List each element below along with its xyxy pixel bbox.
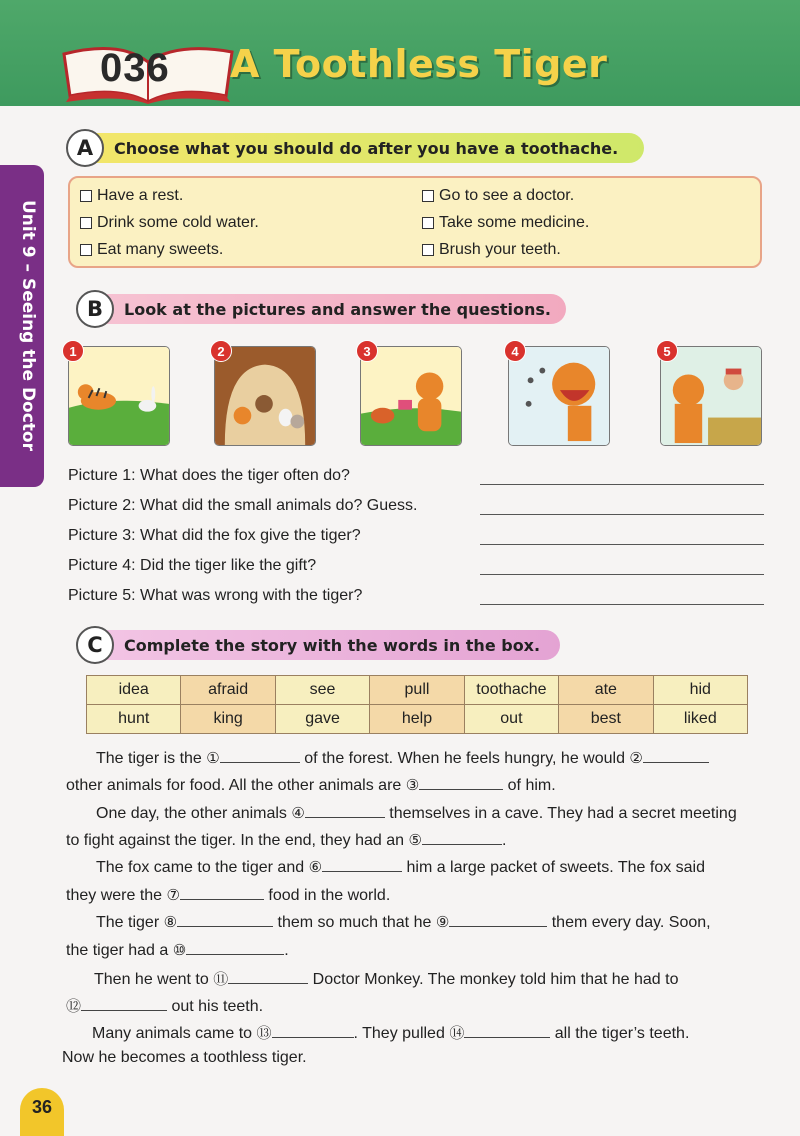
story-line-6: they were the ⑦ food in the world. xyxy=(66,886,391,904)
blank-number: ⑦ xyxy=(166,886,180,904)
story-line-1: The tiger is the ① of the forest. When he feels hungry, he would ② xyxy=(96,749,709,768)
blank-number: ⑩ xyxy=(172,941,187,959)
word-cell: hid xyxy=(653,676,747,705)
story-line-9: Then he went to ⑪ Doctor Monkey. The monkey told him that he had to xyxy=(94,970,679,988)
blank-5[interactable] xyxy=(422,832,502,845)
blank-number: ⑨ xyxy=(435,913,450,931)
word-cell: ate xyxy=(559,676,653,705)
picture-1-number: 1 xyxy=(62,340,84,362)
section-a-banner xyxy=(68,133,644,163)
blank-number: ③ xyxy=(405,776,420,794)
answer-line-1[interactable] xyxy=(480,484,764,485)
word-cell: idea xyxy=(87,676,181,705)
word-cell: pull xyxy=(370,676,464,705)
blank-3[interactable] xyxy=(419,777,503,790)
section-a-instruction: Choose what you should do after you have a toothache. xyxy=(114,138,619,158)
answer-line-2[interactable] xyxy=(480,514,764,515)
word-cell: king xyxy=(181,705,275,734)
word-cell: toothache xyxy=(464,676,558,705)
word-cell: best xyxy=(559,705,653,734)
checkbox[interactable] xyxy=(422,217,434,229)
story-line-10: ⑫ out his teeth. xyxy=(66,997,264,1015)
option-eat-sweets[interactable]: Eat many sweets. xyxy=(80,241,223,259)
blank-13[interactable] xyxy=(272,1025,354,1038)
answer-line-4[interactable] xyxy=(480,574,764,575)
option-see-doctor[interactable]: Go to see a doctor. xyxy=(422,187,574,205)
picture-3-number: 3 xyxy=(356,340,378,362)
picture-1-tiger-chasing-rabbit xyxy=(68,346,170,446)
word-cell: see xyxy=(275,676,369,705)
picture-5-doctor-examines-tiger xyxy=(660,346,762,446)
picture-4-tiger-eating-sweets xyxy=(508,346,610,446)
blank-2[interactable] xyxy=(643,750,709,763)
section-b-letter: B xyxy=(76,290,114,328)
picture-4-number: 4 xyxy=(504,340,526,362)
blank-number: ⑪ xyxy=(213,970,229,988)
section-a-letter: A xyxy=(66,129,104,167)
question-3: Picture 3: What did the fox give the tiger? xyxy=(68,527,361,544)
picture-5-number: 5 xyxy=(656,340,678,362)
word-cell: hunt xyxy=(87,705,181,734)
checkbox[interactable] xyxy=(80,217,92,229)
blank-number: ⑧ xyxy=(163,913,178,931)
word-box-row-1 xyxy=(87,676,748,705)
blank-14[interactable] xyxy=(464,1025,550,1038)
checkbox[interactable] xyxy=(80,190,92,202)
question-1: Picture 1: What does the tiger often do? xyxy=(68,467,350,484)
blank-1[interactable] xyxy=(220,750,300,763)
question-5: Picture 5: What was wrong with the tiger? xyxy=(68,587,363,604)
section-c-banner xyxy=(78,630,560,660)
question-2: Picture 2: What did the small animals do? Guess. xyxy=(68,497,418,514)
checkbox[interactable] xyxy=(422,244,434,256)
page-number: 36 xyxy=(20,1088,64,1126)
story-line-7: The tiger ⑧ them so much that he ⑨ them every day. Soon, xyxy=(96,913,711,931)
option-brush-teeth[interactable]: Brush your teeth. xyxy=(422,241,561,259)
checkbox[interactable] xyxy=(80,244,92,256)
page-title: A Toothless Tiger xyxy=(230,42,608,86)
picture-2-number: 2 xyxy=(210,340,232,362)
story-line-11: Many animals came to ⑬ . They pulled ⑭ all the tiger’s teeth. xyxy=(92,1024,690,1042)
blank-number: ⑬ xyxy=(256,1024,272,1042)
answer-line-3[interactable] xyxy=(480,544,764,545)
blank-9[interactable] xyxy=(449,914,547,927)
story-line-4: to fight against the tiger. In the end, they had an ⑤ . xyxy=(66,831,507,849)
section-c-instruction: Complete the story with the words in the box. xyxy=(124,635,541,655)
blank-7[interactable] xyxy=(180,887,264,900)
option-have-rest[interactable]: Have a rest. xyxy=(80,187,183,205)
word-cell: help xyxy=(370,705,464,734)
option-take-medicine[interactable]: Take some medicine. xyxy=(422,214,589,232)
checkbox[interactable] xyxy=(422,190,434,202)
blank-8[interactable] xyxy=(177,914,273,927)
section-b-banner xyxy=(78,294,566,324)
word-cell: gave xyxy=(275,705,369,734)
story-line-12: Now he becomes a toothless tiger. xyxy=(62,1049,307,1066)
word-box xyxy=(86,675,748,734)
answer-line-5[interactable] xyxy=(480,604,764,605)
blank-12[interactable] xyxy=(81,998,167,1011)
blank-6[interactable] xyxy=(322,859,402,872)
section-b-instruction: Look at the pictures and answer the questions. xyxy=(124,299,551,319)
lesson-number: 036 xyxy=(100,46,170,90)
blank-number: ⑫ xyxy=(66,997,82,1015)
picture-3-fox-gives-gift xyxy=(360,346,462,446)
blank-number: ④ xyxy=(291,804,305,822)
blank-number: ⑤ xyxy=(408,831,422,849)
word-box-row-2 xyxy=(87,705,748,734)
story-line-5: The fox came to the tiger and ⑥ him a large packet of sweets. The fox said xyxy=(96,858,706,876)
picture-2-animals-in-cave xyxy=(214,346,316,446)
blank-4[interactable] xyxy=(305,805,385,818)
question-4: Picture 4: Did the tiger like the gift? xyxy=(68,557,317,574)
blank-number: ② xyxy=(629,749,643,767)
story-line-2: other animals for food. All the other animals are ③ of him. xyxy=(66,776,556,794)
word-cell: liked xyxy=(653,705,747,734)
section-c-letter: C xyxy=(76,626,114,664)
option-drink-cold-water[interactable]: Drink some cold water. xyxy=(80,214,259,232)
blank-number: ⑥ xyxy=(308,858,323,876)
unit-side-tab-label: Unit 9 – Seeing the Doctor xyxy=(18,200,38,451)
blank-11[interactable] xyxy=(228,971,308,984)
story-line-8: the tiger had a ⑩ . xyxy=(66,941,289,959)
word-cell: afraid xyxy=(181,676,275,705)
story-line-3: One day, the other animals ④ themselves in a cave. They had a secret meeting xyxy=(96,804,737,822)
blank-number: ⑭ xyxy=(449,1024,465,1042)
word-cell: out xyxy=(464,705,558,734)
blank-10[interactable] xyxy=(186,942,284,955)
blank-number: ① xyxy=(206,749,220,767)
